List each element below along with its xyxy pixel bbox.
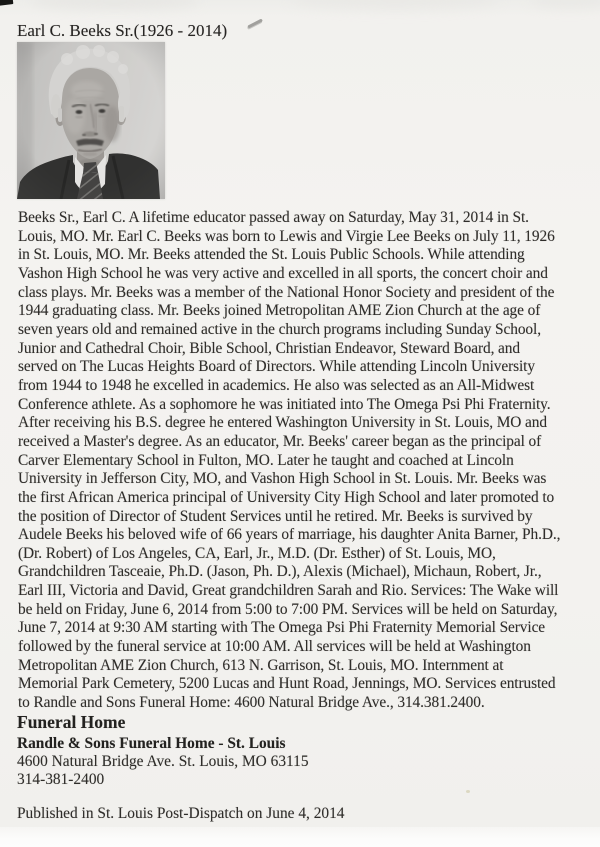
obituary-line: seven years old and remained active in the church programs including Sunday School,	[18, 320, 541, 338]
obituary-text	[18, 209, 588, 713]
funeral-home-name: Randle & Sons Funeral Home - St. Louis	[17, 735, 286, 752]
obituary-line: Grandchildren Tasceaie, Ph.D. (Jason, Ph. D.), Alexis (Michael), Michaun, Robert, Jr.,	[18, 563, 542, 581]
obituary-line: class plays. Mr. Beeks was a member of the National Honor Society and president of the	[18, 283, 555, 301]
obituary-line: Conference athlete. As a sophomore he was initiated into The Omega Psi Phi Fraternity.	[18, 395, 551, 413]
funeral-home-heading: Funeral Home	[17, 712, 126, 732]
obituary-line: the first African America principal of University City High School and later promoted to	[18, 488, 555, 506]
document-title: Earl C. Beeks Sr.(1926 - 2014)	[17, 21, 228, 40]
obituary-line: Memorial Park Cemetery, 5200 Lucas and Hunt Road, Jennings, MO. Services entrusted	[18, 675, 556, 693]
funeral-home-phone: 314-381-2400	[17, 771, 105, 788]
portrait-photo	[17, 42, 165, 199]
obituary-line: Metropolitan AME Zion Church, 613 N. Garrison, St. Louis, MO. Internment at	[18, 656, 504, 674]
obituary-line: from 1944 to 1948 he excelled in academics. He also was selected as an All-Midwest	[18, 376, 535, 394]
obituary-line: University in Jefferson City, MO, and Vashon High School in St. Louis. Mr. Beeks was	[18, 470, 547, 488]
obituary-line: Beeks Sr., Earl C. A lifetime educator passed away on Saturday, May 31, 2014 in St.	[18, 209, 529, 226]
obituary-line: (Dr. Robert) of Los Angeles, CA, Earl, Jr., M.D. (Dr. Esther) of St. Louis, MO,	[18, 544, 496, 562]
funeral-home-address: 4600 Natural Bridge Ave. St. Louis, MO 63115	[17, 753, 309, 770]
obituary-line: After receiving his B.S. degree he entered Washington University in St. Louis, MO and	[18, 414, 547, 432]
obituary-line: Louis, MO. Mr. Earl C. Beeks was born to Lewis and Virgie Lee Beeks on July 11, 1926	[18, 227, 555, 245]
obituary-line: the position of Director of Student Services until he retired. Mr. Beeks is survived by	[18, 507, 533, 525]
portrait-photo-art	[17, 42, 165, 199]
obituary-line: served on The Lucas Heights Board of Directors. While attending Lincoln University	[18, 358, 535, 376]
published-note: Published in St. Louis Post-Dispatch on June 4, 2014	[17, 805, 345, 822]
obituary-line: Carver Elementary School in Fulton, MO. Later he taught and coached at Lincoln	[18, 451, 514, 469]
obituary-line: June 7, 2014 at 9:30 AM starting with The Omega Psi Phi Fraternity Memorial Service	[18, 619, 546, 637]
obituary-line: Earl III, Victoria and David, Great grandchildren Sarah and Rio. Services: The Wake will	[18, 582, 559, 600]
scan-shading	[530, 0, 600, 8]
obituary-line: in St. Louis, MO. Mr. Beeks attended the St. Louis Public Schools. While attending	[18, 246, 525, 264]
scan-bottom-edge	[0, 827, 600, 847]
scan-corner-artifact	[0, 0, 13, 6]
obituary-line: 1944 graduating class. Mr. Beeks joined Metropolitan AME Zion Church at the age of	[18, 302, 541, 320]
obituary-line: Junior and Cathedral Choir, Bible School, Christian Endeavor, Steward Board, and	[18, 339, 520, 357]
obituary-line: to Randle and Sons Funeral Home: 4600 Natural Bridge Ave., 314.381.2400.	[18, 694, 485, 712]
scan-dot-artifact	[466, 790, 470, 793]
obituary-line: received a Master's degree. As an educator, Mr. Beeks' career began as the principal of	[18, 432, 542, 450]
obituary-line: Audele Beeks his beloved wife of 66 years of marriage, his daughter Anita Barner, Ph.D.,	[18, 526, 561, 544]
scan-shading	[290, 0, 500, 10]
scan-shading	[30, 0, 200, 10]
obituary-line: followed by the funeral service at 10:00 AM. All services will be held at Washington	[18, 638, 531, 656]
obituary-line: Vashon High School he was very active and excelled in all sports, the concert choir and	[18, 264, 548, 282]
pencil-slash-artifact	[247, 19, 262, 28]
obituary-line: be held on Friday, June 6, 2014 from 5:00 to 7:00 PM. Services will be held on Saturday,	[18, 600, 558, 618]
